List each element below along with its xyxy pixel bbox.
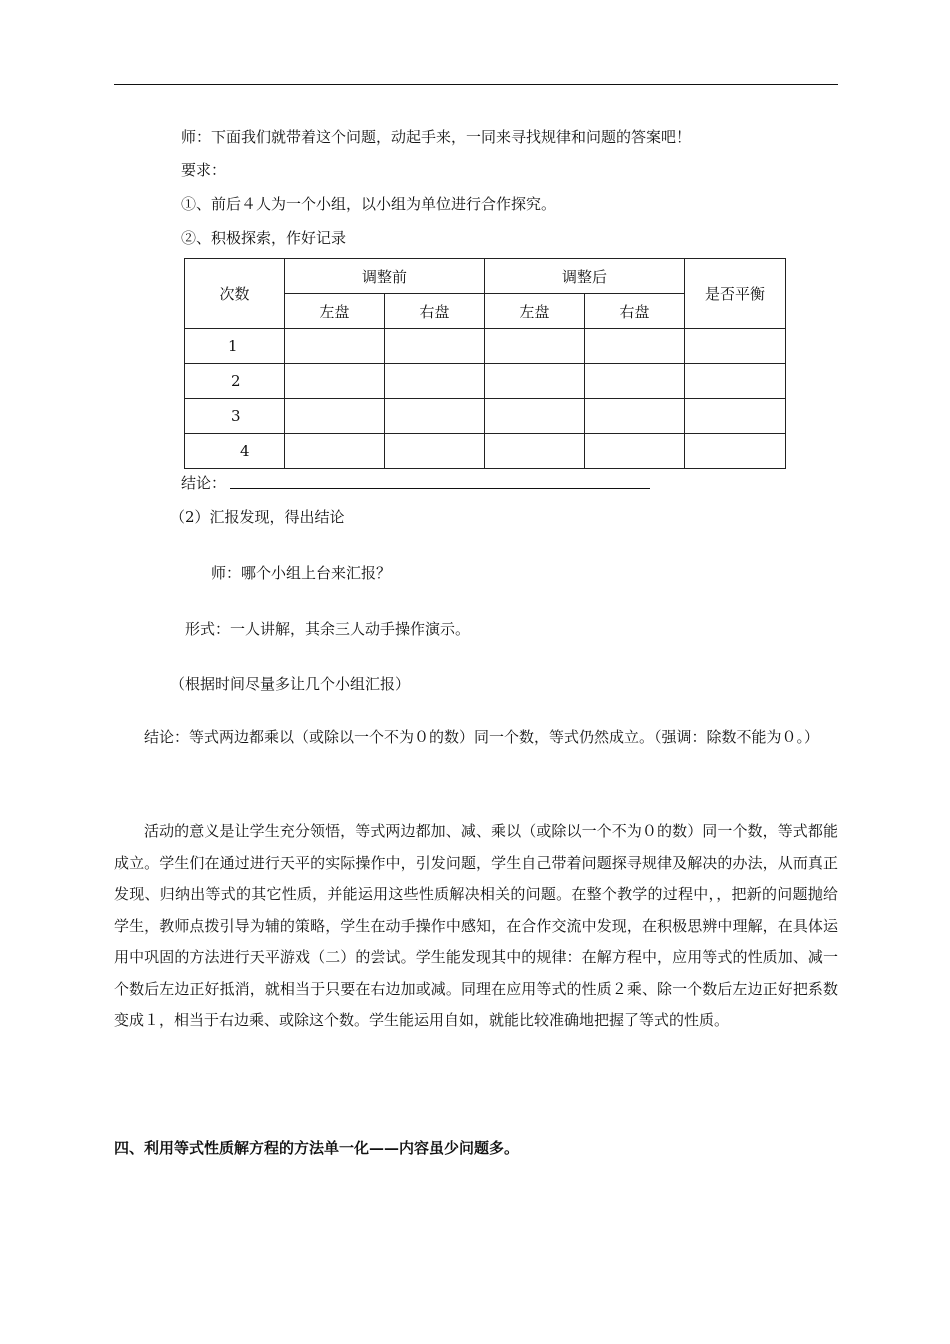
cell <box>385 434 485 469</box>
cell <box>585 329 685 364</box>
row-number: 4 <box>185 434 285 469</box>
teacher-question: 师：哪个小组上台来汇报？ <box>211 564 392 582</box>
table-row <box>185 399 786 434</box>
requirement-1: ①、前后４人为一个小组，以小组为单位进行合作探究。 <box>181 195 557 213</box>
row-number: 3 <box>185 399 285 434</box>
cell <box>385 364 485 399</box>
header-after: 调整后 <box>485 259 685 294</box>
header-balanced: 是否平衡 <box>685 259 786 329</box>
cell <box>285 364 385 399</box>
header-rule <box>114 84 838 85</box>
conclusion-label: 结论： <box>181 474 227 492</box>
cell <box>485 434 585 469</box>
cell <box>585 399 685 434</box>
header-before: 调整前 <box>285 259 485 294</box>
header-after-right: 右盘 <box>585 294 685 329</box>
step-2-heading: （2）汇报发现，得出结论 <box>170 508 345 526</box>
table-row <box>185 329 786 364</box>
cell <box>485 364 585 399</box>
requirements-label: 要求： <box>181 161 227 179</box>
cell <box>685 364 786 399</box>
cell <box>585 364 685 399</box>
cell <box>685 399 786 434</box>
table-row <box>185 434 786 469</box>
conclusion-paragraph <box>114 722 838 754</box>
teacher-line: 师：下面我们就带着这个问题，动起手来，一同来寻找规律和问题的答案吧！ <box>181 128 692 146</box>
row-number: 2 <box>185 364 285 399</box>
cell <box>385 329 485 364</box>
report-form: 形式：一人讲解，其余三人动手操作演示。 <box>185 620 471 638</box>
header-after-left: 左盘 <box>485 294 585 329</box>
header-before-left: 左盘 <box>285 294 385 329</box>
header-times: 次数 <box>185 259 285 329</box>
row-number: 1 <box>185 329 285 364</box>
cell <box>485 399 585 434</box>
table-header-row <box>185 259 786 294</box>
section-4-heading: 四、利用等式性质解方程的方法单一化——内容虽少问题多。 <box>114 1139 520 1157</box>
table-row <box>185 364 786 399</box>
conclusion-text: 结论：等式两边都乘以（或除以一个不为０的数）同一个数，等式仍然成立。（强调：除数不能为０。） <box>144 728 820 746</box>
cell <box>285 329 385 364</box>
cell <box>485 329 585 364</box>
conclusion-blank-line <box>230 488 650 489</box>
cell <box>685 329 786 364</box>
cell <box>385 399 485 434</box>
activity-meaning-text: 活动的意义是让学生充分领悟，等式两边都加、减、乘以（或除以一个不为０的数）同一个数，等式都能成立。学生们在通过进行天平的实际操作中，引发问题，学生自己带着问题探寻规律及解决的办法，从而真正发现、归纳出等式的其它性质，并能运用这些性质解决相关的问题。在整个教学的过程中，，把新的问题抛给学生，教师点拨引导为辅的策略，学生在动手操作中感知，在合作交流中发现，在积极思辨中理解，在具体运用中巩固的方法进行天平游戏（二）的尝试。学生能发现其中的规律：在解方程中，应用等式的性质加、减一个数后左边正好抵消，就相当于只要在右边加或减。同理在应用等式的性质２乘、除一个数后左边正好把系数变成１，相当于右边乘、或除这个数。学生能运用自如，就能比较准确地把握了等式的性质。 <box>114 822 838 1029</box>
activity-paragraph <box>114 816 838 1037</box>
cell <box>285 434 385 469</box>
report-note: （根据时间尽量多让几个小组汇报） <box>170 675 411 693</box>
cell <box>585 434 685 469</box>
cell <box>285 399 385 434</box>
cell <box>685 434 786 469</box>
record-table <box>184 258 786 469</box>
requirement-2: ②、积极探索，作好记录 <box>181 229 347 247</box>
header-before-right: 右盘 <box>385 294 485 329</box>
